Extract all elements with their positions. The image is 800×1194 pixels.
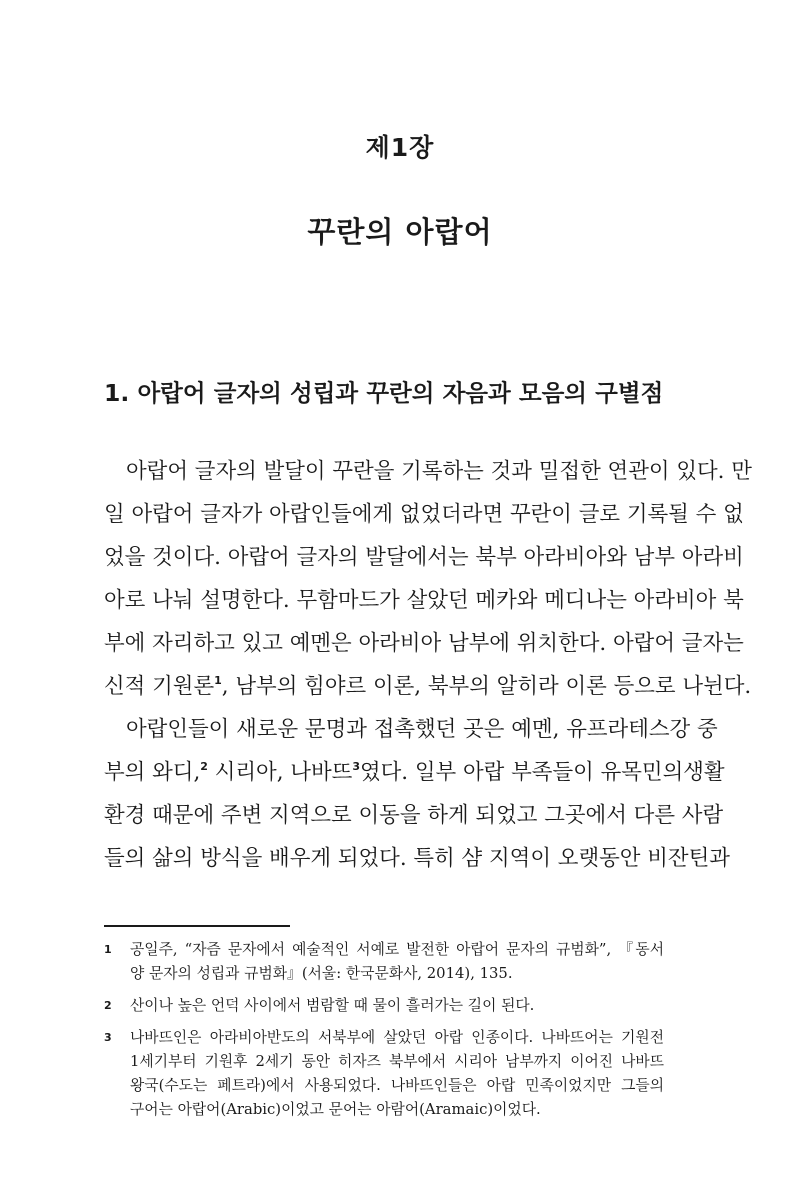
footnote-2	[104, 994, 664, 1018]
footnote-line: 1세기부터 기원후 2세기 동안 히자즈 북부에서 시리아 남부까지 이어진 나바뜨	[130, 1053, 664, 1070]
footnote-line: 산이나 높은 언덕 사이에서 범람할 때 물이 흘러가는 길이 된다.	[130, 997, 535, 1014]
footnote-3	[104, 1026, 664, 1122]
body-line: 환경 때문에 주변 지역으로 이동을 하게 되었고 그곳에서 다른 사람	[104, 803, 724, 828]
chapter-title: 꾸란의 아랍어	[307, 215, 493, 249]
body-text-fragment: , 남부의 힘야르 이론, 북부의 알히라 이론 등으로 나뉜다.	[221, 674, 752, 699]
body-line: 었을 것이다. 아랍어 글자의 발달에서는 북부 아라비아와 남부 아라비	[104, 545, 744, 570]
body-line	[104, 665, 752, 708]
body-text-fragment: 신적 기원론	[104, 674, 215, 699]
footnote-line: 나바뜨인은 아라비아반도의 서북부에 살았던 아랍 인종이다. 나바뜨어는 기원전	[130, 1029, 664, 1046]
body-text-fragment: 였다. 일부 아랍 부족들이 유목민의생활	[359, 760, 725, 785]
body-line: 들의 삶의 방식을 배우게 되었다. 특히 샴 지역이 오랫동안 비잔틴과	[104, 846, 730, 871]
section-heading: 1. 아랍어 글자의 성립과 꾸란의 자음과 모음의 구별점	[104, 379, 664, 407]
footnote-number: 3	[104, 1031, 112, 1044]
footnote-ref-2[interactable]: 2	[200, 760, 208, 773]
footnote-number: 1	[104, 943, 112, 956]
footnote-line: 왕국(수도는 페트라)에서 사용되었다. 나바뜨인들은 아랍 민족이었지만 그들의	[130, 1077, 664, 1094]
footnote-line: 양 문자의 성립과 규범화』(서울: 한국문화사, 2014), 135.	[130, 965, 513, 982]
footnotes	[104, 938, 664, 1130]
footnote-ref-3[interactable]: 3	[352, 760, 360, 773]
body-text-fragment: 시리아, 나바뜨	[207, 760, 353, 785]
body-line	[104, 751, 725, 794]
footnote-1	[104, 938, 664, 986]
chapter-number: 제1장	[365, 133, 435, 162]
body-line: 아로 나눠 설명한다. 무함마드가 살았던 메카와 메디나는 아라비아 북	[104, 588, 744, 613]
footnote-line: 구어는 아랍어(Arabic)이었고 문어는 아람어(Aramaic)이었다.	[130, 1101, 541, 1118]
footnote-ref-1[interactable]: 1	[214, 674, 222, 687]
body-line: 일 아랍어 글자가 아랍인들에게 없었더라면 꾸란이 글로 기록될 수 없	[104, 502, 744, 527]
footnote-divider	[104, 925, 290, 927]
body-line: 아랍인들이 새로운 문명과 접촉했던 곳은 예멘, 유프라테스강 중	[126, 717, 718, 742]
body-text	[104, 450, 752, 880]
body-text-fragment: 부의 와디,	[104, 760, 201, 785]
footnote-line: 공일주, “자즘 문자에서 예술적인 서예로 발전한 아랍어 문자의 규범화”, 『동서	[130, 941, 664, 958]
body-line: 아랍어 글자의 발달이 꾸란을 기록하는 것과 밀접한 연관이 있다. 만	[126, 459, 752, 484]
footnote-number: 2	[104, 999, 112, 1012]
body-line: 부에 자리하고 있고 예멘은 아라비아 남부에 위치한다. 아랍어 글자는	[104, 631, 744, 656]
